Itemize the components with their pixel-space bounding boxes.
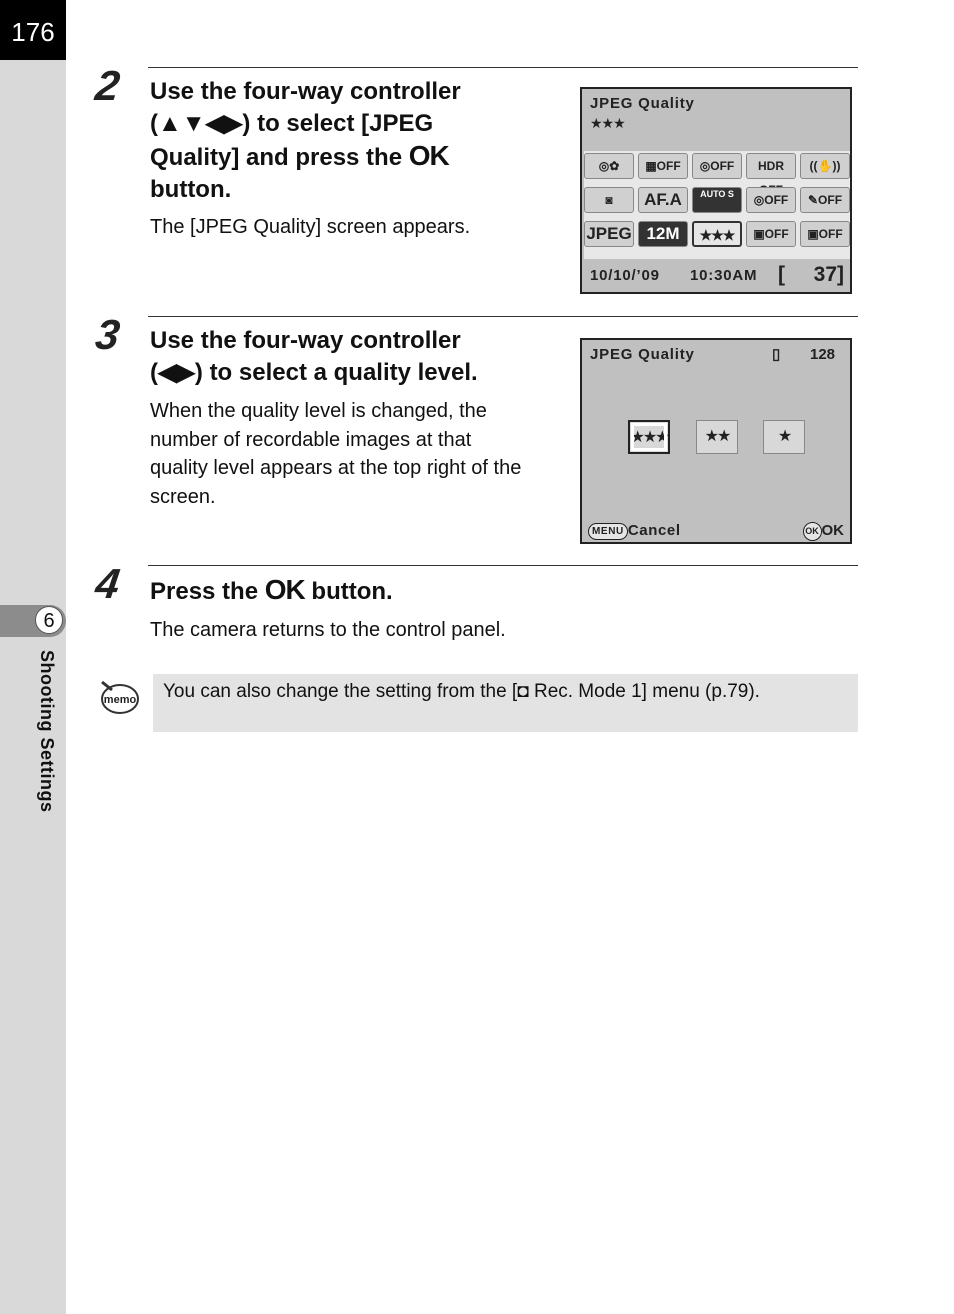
sd-card-icon: ▯: [772, 346, 781, 363]
control-panel-screen: [580, 87, 852, 294]
quality-stars: ★★★: [590, 115, 625, 131]
chapter-title: Shooting Settings: [37, 650, 57, 813]
jpeg-quality-screen: [580, 338, 852, 544]
screen-date: 10/10/’09: [590, 267, 660, 284]
cell-af-mode: AF.A: [638, 187, 688, 213]
step-title-line: Use the four-way controller: [150, 327, 461, 354]
cell-auto-s-icon: AUTO S: [692, 187, 742, 213]
step-title-line: (▲▼◀▶) to select [JPEG: [150, 110, 434, 137]
step-body: The camera returns to the control panel.: [150, 619, 506, 641]
cell-lat-correction-icon: ▣OFF: [800, 221, 850, 247]
quality-option-good: ★: [763, 420, 805, 454]
cell-ci-correction-icon: ▣OFF: [746, 221, 796, 247]
cell-d-range-icon: ◎OFF: [692, 153, 742, 179]
cell-high-iso-nr-icon: ◎OFF: [746, 187, 796, 213]
svg-text:memo: memo: [103, 694, 137, 706]
screen-title: JPEG Quality: [590, 95, 695, 112]
ok-button-glyph: OK: [408, 140, 449, 171]
cell-jpeg-size: 12M: [638, 221, 688, 247]
page-number: 176: [0, 0, 66, 60]
recordable-count: 128: [810, 346, 836, 363]
cell-jpeg-quality: ★★★: [692, 221, 742, 247]
screen-footer: [582, 259, 850, 291]
cell-distortion-icon: ✎OFF: [800, 187, 850, 213]
chapter-number: 6: [35, 606, 63, 634]
step-divider: [148, 67, 858, 68]
cell-digital-filter-icon: ▦OFF: [638, 153, 688, 179]
step-body: The [JPEG Quality] screen appears.: [150, 216, 471, 238]
ok-button-icon: OK: [803, 522, 822, 541]
step-divider: [148, 316, 858, 317]
quality-option-best: ★★★: [628, 420, 670, 454]
memo-text: You can also change the setting from the [◘ Rec. Mode 1] menu (p.79).: [163, 681, 760, 702]
remaining-bracket: [: [778, 263, 785, 286]
control-panel-grid: [584, 151, 850, 261]
step-title: [150, 76, 461, 206]
cell-file-format: JPEG: [584, 221, 634, 247]
memo-box: [153, 674, 858, 732]
step-title: [150, 325, 478, 389]
ok-button-glyph: OK: [264, 574, 305, 605]
ok-hint: OK OK: [803, 522, 845, 541]
screen-title: JPEG Quality: [590, 346, 695, 363]
cell-hdr-icon: HDR: [746, 153, 796, 179]
screen-time: 10:30AM: [690, 267, 758, 284]
cell-custom-image-icon: ◎✿: [584, 153, 634, 179]
quality-option-better: ★★: [696, 420, 738, 454]
camera-icon: ◘: [517, 681, 529, 702]
step-title-line: button.: [150, 176, 232, 203]
step-title-line: Quality] and press the OK: [150, 140, 449, 171]
cell-metering-icon: ◙: [584, 187, 634, 213]
step-number: 3: [92, 311, 123, 358]
memo-icon: [98, 676, 140, 716]
step-divider: [148, 565, 858, 566]
cancel-hint: MENU Cancel: [588, 522, 681, 540]
step-number: 2: [92, 62, 123, 109]
cell-shake-reduction-icon: ((✋)): [800, 153, 850, 179]
step-title-line: (◀▶) to select a quality level.: [150, 359, 478, 386]
step-title: Press the OK button.: [150, 574, 393, 605]
menu-button-icon: MENU: [588, 523, 628, 540]
remaining-count: 37]: [813, 263, 844, 286]
step-body: When the quality level is changed, the number of recordable images at that quality level appears at the top right of the screen.: [150, 400, 522, 508]
step-number: 4: [92, 560, 123, 607]
step-title-line: Use the four-way controller: [150, 78, 461, 105]
